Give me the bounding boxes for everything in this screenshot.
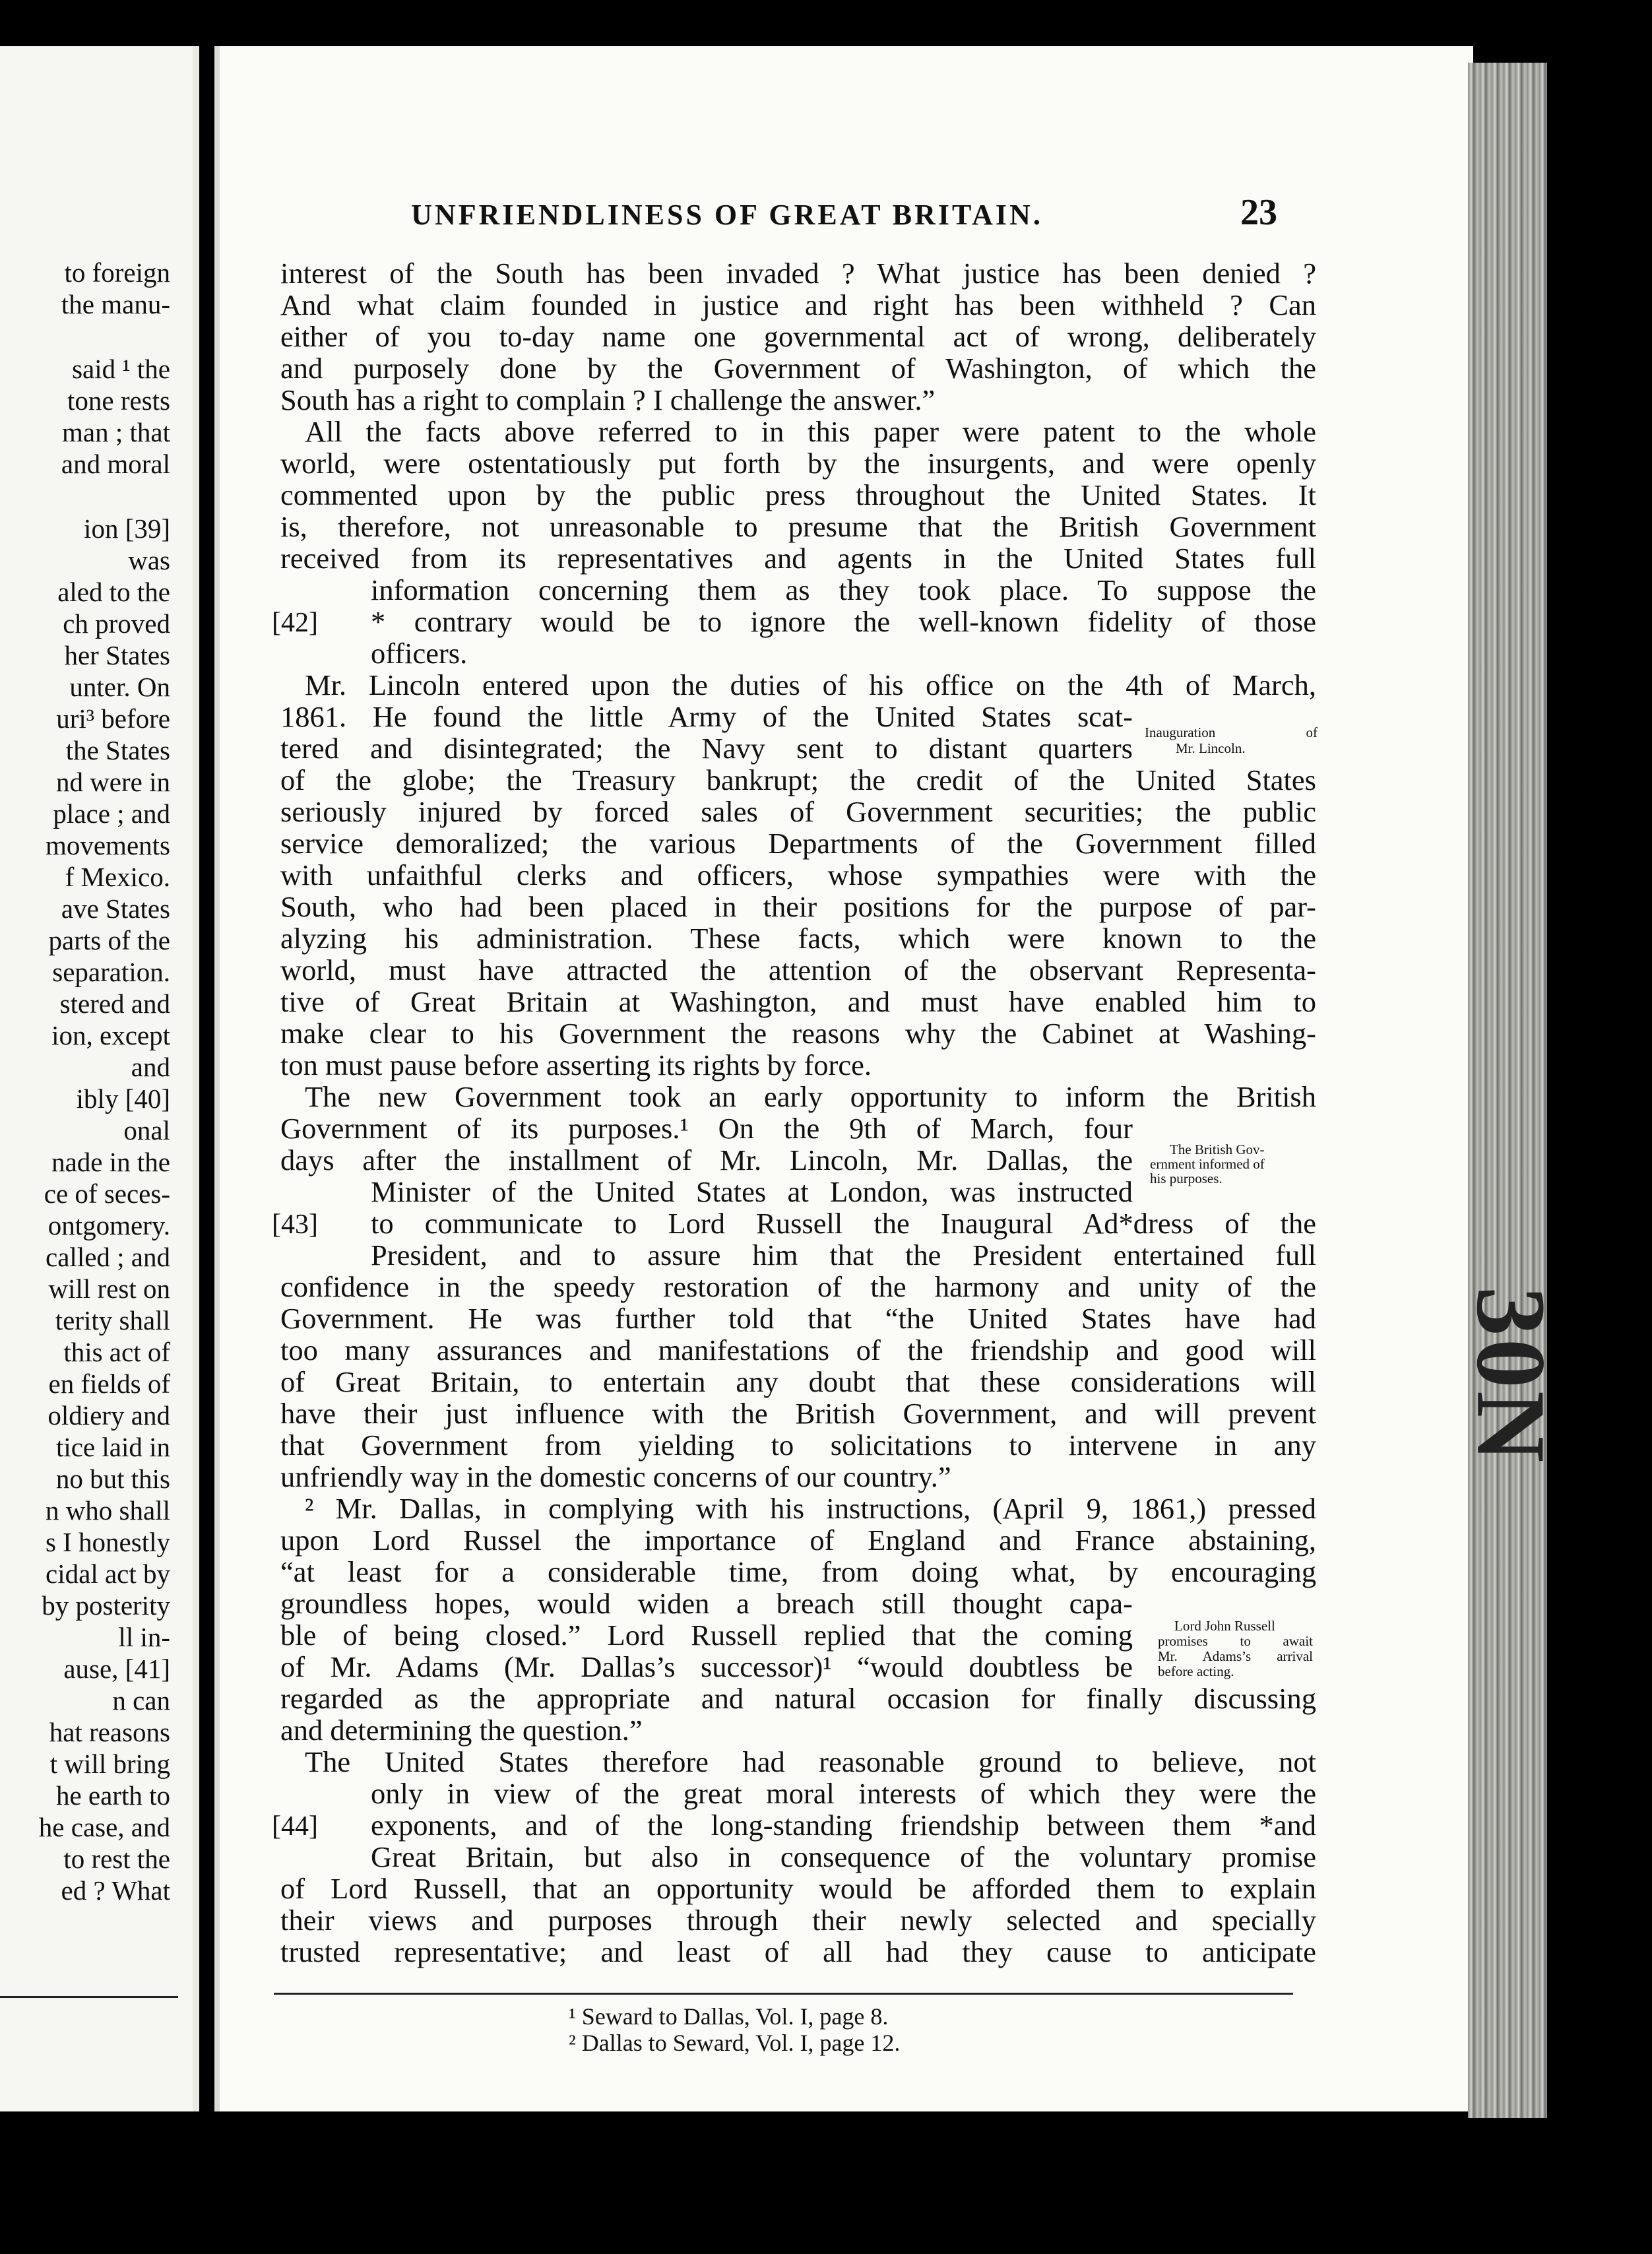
body-line: ton must pause before asserting its rights by force.	[280, 1048, 872, 1081]
left-page-line: no but this	[55, 1464, 170, 1494]
body-line: All the facts above referred to in this paper were patent to the whole	[305, 415, 1316, 448]
left-page-line: man ; that	[62, 417, 170, 447]
body-line: their views and purposes through their newly selected and specially	[280, 1904, 1316, 1937]
left-page-rule	[0, 1996, 178, 1998]
body-line: commented upon by the public press throughout the United States. It	[280, 478, 1316, 511]
left-page-line: called ; and	[46, 1242, 170, 1272]
section-number: [43]	[272, 1209, 318, 1240]
body-line: Minister of the United States at London, was instructed	[371, 1175, 1133, 1208]
body-line: exponents, and of the long-standing friendship between them *and	[371, 1809, 1316, 1842]
left-page-line: n can	[112, 1685, 170, 1716]
left-page-line: to foreign	[64, 257, 170, 288]
left-page-line: place ; and	[53, 798, 170, 829]
body-line: tered and disintegrated; the Navy sent to distant quarters	[280, 732, 1133, 765]
margin-note-lord-russell: before acting.	[1158, 1663, 1234, 1679]
left-facing-page	[0, 46, 199, 2111]
body-line: South has a right to complain ? I challenge the answer.”	[280, 383, 936, 416]
body-line: 1861. He found the little Army of the United States scat-	[280, 700, 1133, 733]
body-line: President, and to assure him that the President entertained full	[371, 1239, 1316, 1272]
body-line: and determining the question.”	[280, 1714, 643, 1747]
left-page-line: separation.	[52, 957, 170, 987]
left-page-line: ontgomery.	[48, 1210, 170, 1240]
left-page-line: will rest on	[48, 1273, 170, 1304]
body-line: ble of being closed.” Lord Russell replied that the coming	[280, 1619, 1133, 1652]
body-line: Government. He was further told that “the United States have had	[280, 1302, 1316, 1335]
body-line: tive of Great Britain at Washington, and must have enabled him to	[280, 985, 1316, 1018]
body-line: received from its representatives and agents in the United States full	[280, 542, 1316, 575]
left-page-line: nade in the	[51, 1147, 170, 1177]
footnote: ² Dallas to Seward, Vol. I, page 12.	[569, 2030, 901, 2056]
body-line: world, must have attracted the attention of the observant Representa-	[280, 953, 1316, 986]
margin-note-inauguration: Mr. Lincoln.	[1176, 740, 1246, 756]
left-page-line: cidal act by	[46, 1559, 170, 1589]
section-number: [44]	[272, 1811, 318, 1842]
left-page-line: the States	[65, 735, 170, 765]
spine-stamp: 30N	[1456, 1286, 1566, 1465]
body-line: Government of its purposes.¹ On the 9th of March, four	[280, 1112, 1133, 1145]
body-line: And what claim founded in justice and right has been withheld ? Can	[280, 288, 1316, 321]
margin-note-british-gov: his purposes.	[1150, 1171, 1223, 1186]
running-header: UNFRIENDLINESS OF GREAT BRITAIN.	[411, 199, 1043, 231]
left-page-line: and moral	[61, 449, 170, 479]
body-line: that Government from yielding to solicitations to intervene in any	[280, 1429, 1316, 1462]
left-page-line: ave States	[61, 893, 170, 924]
left-page-line: was	[128, 545, 170, 575]
body-line: of Lord Russell, that an opportunity would be afforded them to explain	[280, 1872, 1316, 1905]
left-page-line: unter. On	[69, 672, 170, 702]
body-line: The new Government took an early opportunity to inform the British	[305, 1080, 1316, 1113]
left-page-line: oldiery and	[48, 1400, 170, 1431]
body-line: and purposely done by the Government of Washington, of which the	[280, 352, 1316, 385]
left-page-line: f Mexico.	[65, 862, 170, 892]
body-line: too many assurances and manifestations of the friendship and good will	[280, 1334, 1316, 1367]
body-line: groundless hopes, would widen a breach still thought capa-	[280, 1587, 1133, 1620]
body-line: world, were ostentatiously put forth by the insurgents, and were openly	[280, 447, 1316, 480]
left-page-line: movements	[45, 830, 170, 860]
body-line: of Mr. Adams (Mr. Dallas’s successor)¹ “would doubtless be	[280, 1650, 1133, 1683]
body-line: * contrary would be to ignore the well-known fidelity of those	[371, 605, 1316, 638]
margin-note-lord-russell: Lord John Russell	[1174, 1618, 1275, 1634]
body-line: is, therefore, not unreasonable to presume that the British Government	[280, 510, 1316, 543]
body-line: confidence in the speedy restoration of the harmony and unity of the	[280, 1270, 1316, 1303]
body-line: only in view of the great moral interests of which they were the	[371, 1777, 1316, 1810]
left-page-line: ause, [41]	[63, 1654, 170, 1684]
body-line: days after the installment of Mr. Lincoln, Mr. Dallas, the	[280, 1143, 1133, 1176]
body-line: to communicate to Lord Russell the Inaugural Ad*dress of the	[371, 1207, 1316, 1240]
body-line: make clear to his Government the reasons why the Cabinet at Washing-	[280, 1017, 1316, 1050]
left-page-line: to rest the	[63, 1844, 170, 1874]
body-line: upon Lord Russel the importance of England and France abstaining,	[280, 1524, 1316, 1557]
left-page-line: stered and	[59, 988, 170, 1019]
left-page-line: uri³ before	[56, 703, 170, 734]
left-page-line: tone rests	[67, 385, 170, 416]
left-page-line: en fields of	[48, 1368, 170, 1399]
left-page-line: t will bring	[49, 1749, 170, 1779]
body-line: South, who had been placed in their positions for the purpose of par-	[280, 890, 1316, 923]
body-line: Mr. Lincoln entered upon the duties of his office on the 4th of March,	[305, 668, 1316, 701]
left-page-line: hat reasons	[49, 1717, 170, 1747]
left-page-line: ch proved	[63, 608, 170, 639]
margin-note-inauguration: Inauguration of	[1145, 724, 1318, 740]
left-page-line: ibly [40]	[76, 1083, 170, 1114]
footnote-rule	[274, 1993, 1293, 1995]
body-line: of the globe; the Treasury bankrupt; the credit of the United States	[280, 763, 1316, 796]
section-number: [42]	[272, 608, 318, 638]
left-page-line: this act of	[63, 1337, 170, 1367]
body-line: The United States therefore had reasonable ground to believe, not	[305, 1745, 1316, 1778]
left-page-line: aled to the	[57, 577, 170, 607]
left-page-line: her States	[64, 640, 170, 670]
left-page-line: terity shall	[55, 1305, 170, 1336]
book-page-edges	[1456, 63, 1566, 2118]
left-page-line: tice laid in	[55, 1432, 170, 1462]
left-page-line: ion [39]	[84, 513, 170, 544]
left-page-line: n who shall	[45, 1495, 170, 1526]
body-line: with unfaithful clerks and officers, whose sympathies were with the	[280, 858, 1316, 891]
margin-note-lord-russell: promises to await	[1158, 1633, 1313, 1649]
left-page-line: he earth to	[55, 1780, 170, 1811]
body-line: Great Britain, but also in consequence of the voluntary promise	[371, 1840, 1316, 1873]
margin-note-lord-russell: Mr. Adams’s arrival	[1158, 1648, 1313, 1664]
body-line: information concerning them as they took place. To suppose the	[371, 573, 1316, 606]
left-page-line: ion, except	[51, 1020, 170, 1050]
left-page-line: parts of the	[48, 925, 170, 955]
body-line: “at least for a considerable time, from doing what, by encouraging	[280, 1555, 1316, 1588]
left-page-line: by posterity	[42, 1590, 170, 1621]
body-line: have their just influence with the British Government, and will prevent	[280, 1397, 1316, 1430]
body-line: regarded as the appropriate and natural occasion for finally discussing	[280, 1682, 1316, 1715]
body-line: seriously injured by forced sales of Government securities; the public	[280, 795, 1316, 828]
body-line: service demoralized; the various Departments of the Government filled	[280, 827, 1316, 860]
body-line: ² Mr. Dallas, in complying with his instructions, (April 9, 1861,) pressed	[305, 1492, 1316, 1525]
left-page-line: he case, and	[38, 1812, 170, 1842]
body-line: of Great Britain, to entertain any doubt that these considerations will	[280, 1365, 1316, 1398]
left-page-line: ll in-	[118, 1622, 170, 1652]
margin-note-british-gov: The British Gov-	[1170, 1142, 1265, 1157]
body-line: trusted representative; and least of all had they cause to anticipate	[280, 1935, 1316, 1968]
left-page-line: the manu-	[61, 289, 170, 319]
left-page-line: ed ? What	[61, 1875, 170, 1906]
left-page-line: said ¹ the	[72, 354, 170, 384]
left-page-line: nd were in	[55, 767, 170, 797]
left-page-line: and	[131, 1052, 170, 1082]
left-page-line: onal	[123, 1115, 170, 1145]
body-line: either of you to-day name one governmental act of wrong, deliberately	[280, 320, 1316, 353]
left-page-line: ce of seces-	[44, 1178, 170, 1209]
body-line: interest of the South has been invaded ? What justice has been denied ?	[280, 257, 1316, 290]
body-line: unfriendly way in the domestic concerns of our country.”	[280, 1460, 951, 1493]
page-number: 23	[1240, 192, 1277, 233]
footnote: ¹ Seward to Dallas, Vol. I, page 8.	[569, 2003, 889, 2030]
margin-note-british-gov: ernment informed of	[1150, 1156, 1265, 1172]
left-page-line: s I honestly	[45, 1527, 170, 1557]
body-line: alyzing his administration. These facts, which were known to the	[280, 922, 1316, 955]
body-line: officers.	[371, 637, 468, 670]
